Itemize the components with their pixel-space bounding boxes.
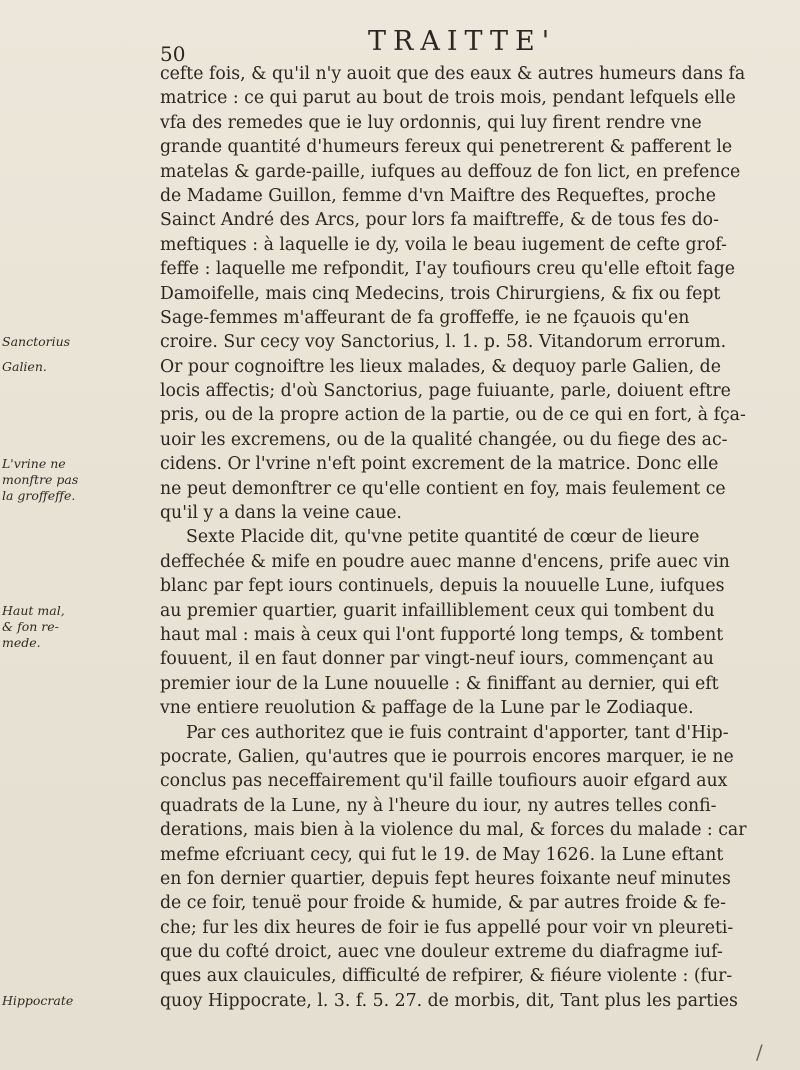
text-line: grande quantité d'humeurs fereux qui penetrerent & pafferent le [160,137,733,158]
text-line: de Madame Guillon, femme d'vn Maiftre des Requeftes, proche [160,185,716,206]
text-line: matrice : ce qui parut au bout de trois mois, pendant lefquels elle [160,88,736,109]
text-line: pris, ou de la propre action de la partie, ou de ce qui en fort, à fça- [160,405,746,426]
marginal-note-line: L'vrine ne [2,456,66,472]
text-line: Sexte Placide dit, qu'vne petite quantité de cœur de lieure [186,527,700,548]
text-line: derations, mais bien à la violence du mal, & forces du malade : car [160,820,747,841]
text-line: vfa des remedes que ie luy ordonnis, qui luy firent rendre vne [160,112,702,133]
text-line: de ce foir, tenuë pour froide & humide, & par autres froide & fe- [160,893,726,914]
text-line: feffe : laquelle me refpondit, I'ay toufiours creu qu'elle eftoit fage [160,259,736,280]
marginal-note [2,456,152,504]
text-line: Damoifelle, mais cinq Medecins, trois Chirurgiens, & fix ou fept [160,283,721,304]
text-line: au premier quartier, guarit infailliblement ceux qui tombent du [160,600,715,621]
marginal-note [2,993,152,1009]
text-line: que du cofté droict, auec vne douleur extreme du diafragme iuf- [160,942,723,963]
text-line: meftiques : à laquelle ie dy, voila le beau iugement de cefte grof- [160,234,727,255]
text-line: Or pour cognoiftre les lieux malades, & dequoy parle Galien, de [160,356,721,377]
text-line: locis affectis; d'où Sanctorius, page fuiuante, parle, doiuent eftre [160,381,731,402]
text-line: fouuent, il en faut donner par vingt-neuf iours, commençant au [160,649,714,670]
text-line: mefme efcriuant cecy, qui fut le 19. de May 1626. la Lune eftant [160,844,724,865]
text-line: croire. Sur cecy voy Sanctorius, l. 1. p. 58. Vitandorum errorum. [160,332,727,353]
marginal-note [2,334,152,350]
marginal-note-line: Sanctorius [2,334,71,350]
text-line: en fon dernier quartier, depuis fept heures foixante neuf minutes [160,868,731,889]
text-line: ne peut demonftrer ce qu'elle contient en foy, mais feulement ce [160,478,726,499]
page-header [0,20,800,66]
text-line: qu'il y a dans la veine caue. [160,503,402,524]
body-text [160,62,792,1013]
text-line: cidens. Or l'vrine n'eft point excrement de la matrice. Donc elle [160,454,719,475]
marginal-note-line: Hippocrate [2,993,74,1009]
text-line: che; fur les dix heures de foir ie fus appellé pour voir vn pleureti- [160,917,734,938]
marginal-note-line: & fon re- [2,618,59,634]
text-line: matelas & garde-paille, iufques au deffouz de fon lict, en prefence [160,161,741,182]
marginal-note [2,603,152,651]
marginal-note-line: la groffeffe. [2,488,76,504]
marginal-note-line: Haut mal, [2,602,65,618]
text-line: blanc par fept iours continuels, depuis la nouuelle Lune, iufques [160,576,725,597]
text-line: deffechée & mife en poudre auec manne d'encens, prife auec vin [160,551,730,572]
text-line: premier iour de la Lune nouuelle : & finiffant au dernier, qui eft [160,673,719,694]
text-line: conclus pas neceffairement qu'il faille toufiours auoir efgard aux [160,771,728,792]
ink-mark: / [756,1040,763,1064]
running-title: TRAITTE' [368,26,557,57]
text-line: Par ces authoritez que ie fuis contraint d'apporter, tant d'Hip- [186,722,729,743]
text-line: pocrate, Galien, qu'autres que ie pourrois encores marquer, ie ne [160,746,734,767]
text-line: Sainct André des Arcs, pour lors fa maiftreffe, & de tous fes do- [160,210,719,231]
text-line: quadrats de la Lune, ny à l'heure du iour, ny autres telles confi- [160,795,717,816]
text-line: quoy Hippocrate, l. 3. f. 5. 27. de morbis, dit, Tant plus les parties [160,990,738,1011]
page-number: 50 [160,42,186,66]
text-line: vne entiere reuolution & paffage de la Lune par le Zodiaque. [160,698,694,719]
marginal-note-line: mede. [2,634,41,650]
text-line: cefte fois, & qu'il n'y auoit que des eaux & autres humeurs dans fa [160,64,746,84]
text-line: haut mal : mais à ceux qui l'ont fupporté long temps, & tombent [160,624,724,645]
text-line: ques aux clauicules, difficulté de refpirer, & fiéure violente : (fur- [160,966,733,987]
marginal-note-line: Galien. [2,358,47,374]
marginal-note [2,359,152,375]
text-line: Sage-femmes m'affeurant de fa groffeffe, ie ne fçauois qu'en [160,307,690,328]
text-line: uoir les excremens, ou de la qualité changée, ou du fiege des ac- [160,429,728,450]
marginal-note-line: monftre pas [2,472,79,488]
